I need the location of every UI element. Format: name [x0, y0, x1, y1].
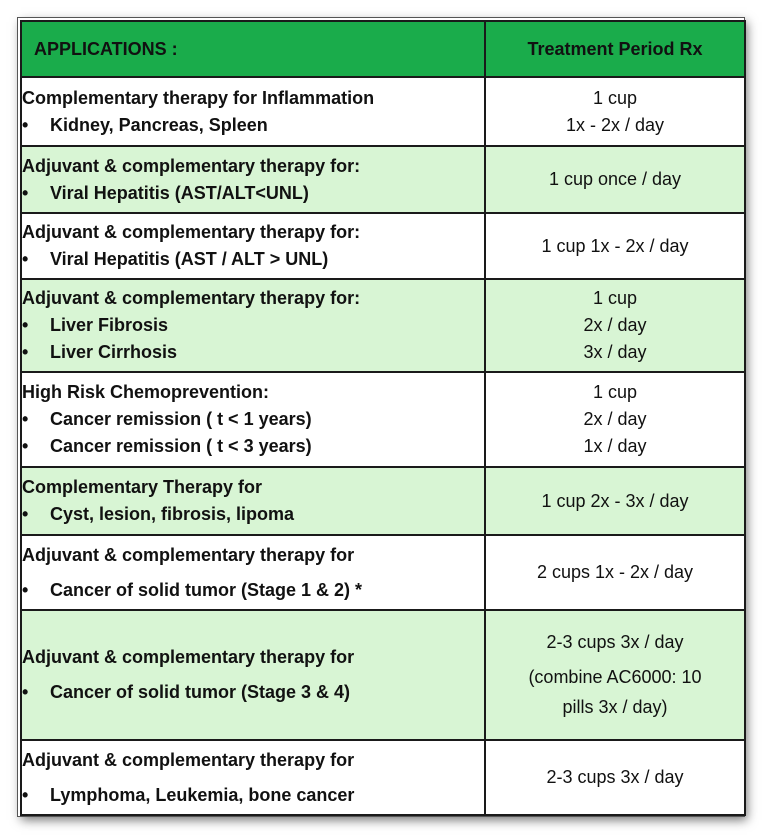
treatment-table: [20, 20, 746, 816]
treatment-cell: [485, 213, 745, 279]
table-row: [21, 740, 745, 815]
application-item-text: Liver Fibrosis: [50, 315, 169, 335]
application-title: Adjuvant & complementary therapy for:: [22, 155, 361, 176]
application-item: [22, 577, 484, 604]
application-cell: [21, 146, 485, 213]
table-row: [21, 279, 745, 372]
treatment-line: 1 cup 2x - 3x / day: [541, 490, 689, 511]
application-title: Adjuvant & complementary therapy for: [22, 647, 355, 667]
treatment-cell: [485, 372, 745, 467]
application-cell: [21, 467, 485, 535]
bullet-icon: •: [22, 182, 29, 203]
treatment-line: pills 3x / day): [562, 696, 668, 717]
table-row: [21, 77, 745, 146]
table-row: [21, 146, 745, 213]
bullet-icon: •: [22, 579, 29, 600]
application-item-text: Cancer remission ( t < 3 years): [50, 436, 312, 456]
application-item-text: Cancer of solid tumor (Stage 1 & 2) *: [50, 579, 363, 600]
table-row: [21, 535, 745, 610]
application-title: Adjuvant & complementary therapy for: [22, 749, 355, 770]
treatment-line: 1x / day: [583, 436, 647, 456]
applications-header: APPLICATIONS :: [21, 21, 485, 77]
treatment-line: 1 cup 1x - 2x / day: [541, 235, 689, 256]
application-item: [22, 433, 484, 460]
bullet-icon: •: [22, 249, 29, 269]
treatment-cell: [485, 610, 745, 740]
treatment-line: 1 cup: [592, 382, 638, 402]
application-item: [22, 501, 484, 528]
treatment-cell: [485, 77, 745, 146]
application-item-text: Lymphoma, Leukemia, bone cancer: [50, 784, 355, 805]
application-title: Complementary therapy for Inflammation: [22, 87, 375, 108]
treatment-cell: [485, 535, 745, 610]
treatment-line: 2-3 cups 3x / day: [546, 767, 684, 787]
treatment-line: 2 cups 1x - 2x / day: [536, 562, 694, 582]
application-title: Complementary Therapy for: [22, 477, 263, 497]
application-title: Adjuvant & complementary therapy for: [22, 544, 355, 565]
treatment-line: 3x / day: [583, 342, 647, 362]
treatment-line: 2x / day: [583, 315, 647, 335]
table-header-row: [21, 21, 745, 77]
treatment-cell: [485, 279, 745, 372]
bullet-icon: •: [22, 315, 29, 335]
application-cell: [21, 372, 485, 467]
table-row: [21, 213, 745, 279]
table-row: [21, 467, 745, 535]
bullet-icon: •: [22, 342, 29, 362]
application-cell: [21, 279, 485, 372]
treatment-line: 1 cup: [592, 288, 638, 308]
treatment-line: 2x / day: [583, 409, 647, 429]
application-title: High Risk Chemoprevention:: [22, 382, 270, 402]
application-title: Adjuvant & complementary therapy for:: [22, 288, 361, 308]
application-cell: [21, 610, 485, 740]
treatment-note: [486, 662, 744, 722]
application-item: [22, 312, 484, 339]
application-cell: [21, 77, 485, 146]
application-cell: [21, 535, 485, 610]
treatment-line: (combine AC6000: 10: [528, 666, 702, 687]
bullet-icon: •: [22, 114, 29, 135]
application-cell: [21, 213, 485, 279]
application-item-text: Viral Hepatitis (AST / ALT > UNL): [50, 249, 329, 269]
application-item-text: Viral Hepatitis (AST/ALT<UNL): [50, 182, 309, 203]
application-item: [22, 246, 484, 273]
treatment-line: 2-3 cups 3x / day: [546, 631, 684, 652]
treatment-line: 1 cup once / day: [548, 169, 682, 189]
application-item-text: Cancer remission ( t < 1 years): [50, 409, 312, 429]
application-item-text: Cancer of solid tumor (Stage 3 & 4): [50, 682, 351, 702]
application-item-text: Kidney, Pancreas, Spleen: [50, 114, 268, 135]
table-row: [21, 610, 745, 740]
bullet-icon: •: [22, 682, 29, 702]
application-title: Adjuvant & complementary therapy for:: [22, 222, 361, 242]
bullet-icon: •: [22, 409, 29, 429]
application-item-text: Cyst, lesion, fibrosis, lipoma: [50, 504, 295, 524]
treatment-period-header: Treatment Period Rx: [485, 21, 745, 77]
bullet-icon: •: [22, 504, 29, 524]
application-cell: [21, 740, 485, 815]
application-item: [22, 679, 484, 706]
bullet-icon: •: [22, 784, 29, 805]
application-item: [22, 112, 484, 139]
treatment-line: 1 cup: [592, 87, 638, 108]
application-item: [22, 180, 484, 207]
application-item-text: Liver Cirrhosis: [50, 342, 178, 362]
application-item: [22, 406, 484, 433]
table-row: [21, 372, 745, 467]
treatment-cell: [485, 740, 745, 815]
treatment-cell: [485, 467, 745, 535]
application-item: [22, 339, 484, 366]
treatment-cell: [485, 146, 745, 213]
treatment-line: 1x - 2x / day: [565, 114, 665, 135]
application-item: [22, 782, 484, 809]
bullet-icon: •: [22, 436, 29, 456]
